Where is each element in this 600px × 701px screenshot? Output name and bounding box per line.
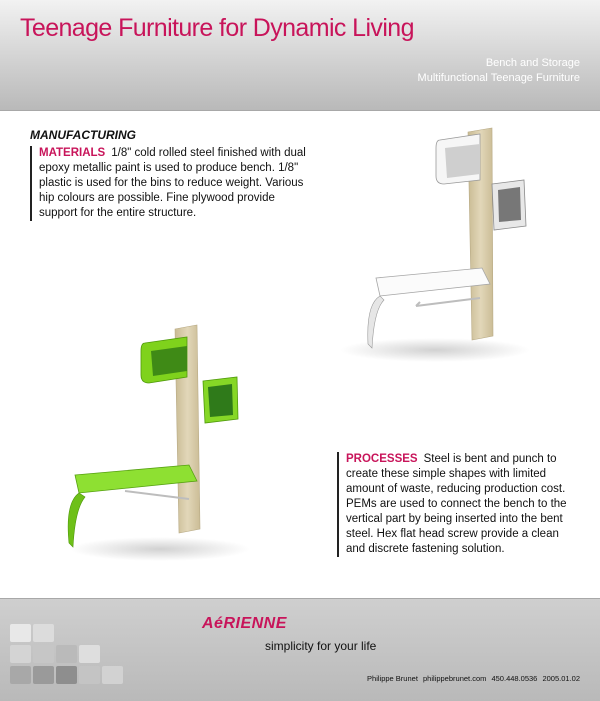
brand-tagline: simplicity for your life [265, 639, 377, 653]
subtitle-line-2: Multifunctional Teenage Furniture [417, 72, 580, 84]
tile [10, 645, 31, 663]
tile [56, 666, 77, 684]
contact-info [364, 674, 580, 683]
processes-block [337, 452, 572, 557]
footer-banner [0, 598, 600, 701]
page-subtitle [418, 56, 580, 86]
contact-phone: 450.448.0536 [491, 674, 538, 683]
tile [79, 666, 100, 684]
tile [102, 666, 123, 684]
header-banner [0, 0, 600, 111]
tile [79, 645, 100, 663]
contact-date: 2005.01.02 [542, 674, 580, 683]
manufacturing-heading: MANUFACTURING [30, 128, 136, 142]
processes-text: Steel is bent and punch to create these simple shapes with limited amount of waste, reducing production cost. PEMs are used to connect the bench to the vertical part by being inserted into the bent steel. Hex flat head screw provide a clean and discrete fastening solution. [346, 453, 567, 555]
materials-text: 1/8" cold rolled steel finished with dual epoxy metallic paint is used to produce bench. 1/8" plastic is used for the bins to reduce weight. Various hip colours are possible. Fine plywood provide support for the entire structure. [39, 147, 306, 219]
tile [33, 624, 54, 642]
brand-logo: AéRIENNE [202, 615, 287, 632]
subtitle-line-1: Bench and Storage [485, 57, 580, 69]
page-title: Teenage Furniture for Dynamic Living [20, 14, 414, 42]
contact-website: philippebrunet.com [423, 674, 487, 683]
materials-label: MATERIALS [39, 147, 106, 159]
tile [10, 624, 31, 642]
materials-block [30, 146, 309, 221]
product-render-white [320, 118, 570, 368]
tile [33, 645, 54, 663]
tile [33, 666, 54, 684]
tile [10, 666, 31, 684]
processes-label: PROCESSES [346, 453, 418, 465]
tile [56, 645, 77, 663]
contact-name: Philippe Brunet [367, 674, 418, 683]
product-render-green [55, 315, 295, 565]
